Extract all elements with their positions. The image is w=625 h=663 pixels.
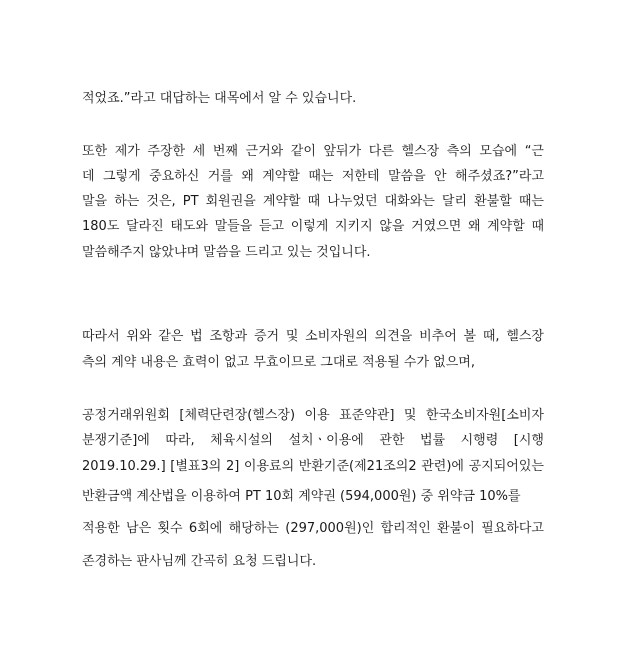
paragraph-4-line-5: 적용한 남은 횟수 6회에 해당하는 (297,000원)인 합리적인 환불이 필요하다고 — [82, 521, 544, 536]
paragraph-4-line-3: 2019.10.29.] [별표3의 2] 이용료의 반환기준(제21조의2 관련)에 공지되어있는 — [82, 459, 544, 474]
paragraph-2-line-5: 말씀해주지 않았냐며 말씀을 드리고 있는 것입니다. — [82, 245, 371, 260]
paragraph-4-line-4: 반환금액 계산법을 이용하여 PT 10회 계약권 (594,000원) 중 위약금 10%를 — [82, 489, 521, 504]
paragraph-4-line-6: 존경하는 판사님께 간곡히 요청 드립니다. — [82, 554, 317, 569]
paragraph-1-line-1: 적었죠.”라고 대답하는 대목에서 알 수 있습니다. — [82, 91, 357, 106]
paragraph-4-line-2: 분쟁기준]에 따라, 체육시설의 설치ㆍ이용에 관한 법률 시행령 [시행 — [82, 433, 544, 448]
paragraph-4-line-1: 공정거래위원회 [체력단련장(헬스장) 이용 표준약관] 및 한국소비자원[소비자 — [82, 408, 544, 423]
paragraph-2-line-3: 말을 하는 것은, PT 회원권을 계약할 때 나누었던 대화와는 달리 환불할 때는 — [82, 194, 544, 209]
paragraph-3-line-1: 따라서 위와 같은 법 조항과 증거 및 소비자원의 의견을 비추어 볼 때, 헬스장 — [82, 329, 544, 344]
paragraph-3-line-2: 측의 계약 내용은 효력이 없고 무효이므로 그대로 적용될 수가 없으며, — [82, 355, 475, 370]
paragraph-2-line-2: 데 그렇게 중요하신 거를 왜 계약할 때는 저한테 말씀을 안 해주셨죠?”라고 — [82, 169, 544, 184]
paragraph-2-line-4: 180도 달라진 태도와 말들을 듣고 이렇게 지키지 않을 거였으면 왜 계약할 때 — [82, 219, 544, 234]
paragraph-2-line-1: 또한 제가 주장한 세 번째 근거와 같이 앞뒤가 다른 헬스장 측의 모습에 “근 — [82, 144, 544, 159]
